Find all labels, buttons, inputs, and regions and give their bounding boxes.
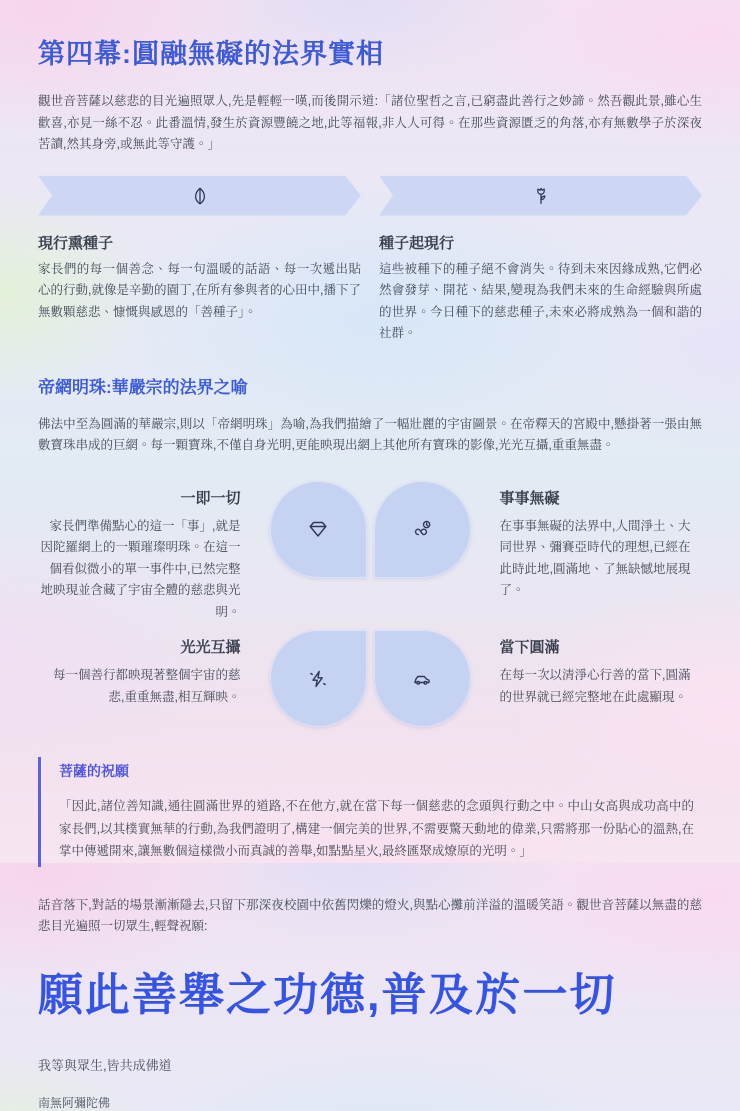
quadrant-label: 光光互攝 <box>180 639 241 656</box>
petal-bottom-right <box>374 630 471 727</box>
quote-heading: 菩薩的祝願 <box>59 763 129 779</box>
petal-bottom-left <box>270 630 367 727</box>
flow-step-present-seeds <box>38 176 361 345</box>
lightning-icon <box>306 667 330 691</box>
homage-line: 南無阿彌陀佛 <box>38 1095 111 1110</box>
intro-paragraph: 觀世音菩薩以慈悲的目光遍照眾人,先是輕輕一嘆,而後開示道:「諸位聖哲之言,已窮盡此善行之妙諦。然吾觀此景,雖心生歡喜,亦見一絲不忍。此番溫情,發生於資源豐饒之地,此等福報,非人人可得。在那些資源匱乏的角落,亦有無數學子於深夜苦讀,然其身旁,或無此等守護。」 <box>38 94 702 151</box>
quadrant-text: 每一個善行都映現著整個宇宙的慈悲,重重無盡,相互輝映。 <box>52 668 241 704</box>
indra-net-heading: 帝網明珠:華嚴宗的法界之喻 <box>38 377 248 397</box>
quadrant-present-perfection <box>478 630 703 727</box>
closing-narration: 話音落下,對話的場景漸漸隱去,只留下那深夜校園中依舊閃爍的燈火,與點心攤前洋溢的溫暖笑語。觀世音菩薩以無盡的慈悲目光遍照一切眾生,輕聲祝願: <box>38 897 702 933</box>
quadrant-label: 事事無礙 <box>499 489 560 507</box>
car-icon <box>410 667 434 691</box>
quadrant-text: 在每一次以清淨心行善的當下,圓滿的世界就已經完整地在此處顯現。 <box>499 668 691 704</box>
vow-line: 我等與眾生,皆共成佛道 <box>38 1057 172 1073</box>
flow-step-label: 種子起現行 <box>379 234 455 252</box>
quote-text: 「因此,諸位善知識,通往圓滿世界的道路,不在他方,就在當下每一個慈悲的念頭與行動之中。中山女高與成功高中的家長們,以其樸實無華的行動,為我們證明了,構建一個完美的世界,不需要驚天動地的偉業,只需將那一份貼心的溫熱,在掌中傳遞開來,讓無數個這樣微小而真誠的善舉,如點點星火,最終匯聚成燎原的光明。」 <box>59 799 694 858</box>
quadrant-one-is-all <box>38 481 263 624</box>
flow-arrow-banner <box>379 176 702 216</box>
flow-step-text: 這些被種下的種子絕不會消失。待到未來因緣成熟,它們必然會發芽、開花、結果,變現為我們未來的生命經驗與所處的世界。今日種下的慈悲種子,未來必將成熟為一個和諧的社群。 <box>379 261 702 340</box>
flow-step-seeds-manifest <box>379 176 702 345</box>
flow-step-text: 家長們的每一個善念、每一句溫暖的話語、每一次遞出貼心的行動,就像是辛勤的園丁,在所有參與者的心田中,播下了無數顆慈悲、慷慨與感恩的「善種子」。 <box>38 261 361 319</box>
flower-icon <box>530 185 552 207</box>
seed-flow-section <box>38 176 702 345</box>
infinity-clock-icon <box>410 517 434 541</box>
seed-icon <box>189 185 211 207</box>
dedication-heading: 願此善舉之功德,普及於一切 <box>38 968 617 1020</box>
quadrant-text: 家長們準備點心的這一「事」,就是因陀羅網上的一顆璀璨明珠。在這一個看似微小的單一事件中,已然完整地映現並含藏了宇宙全體的慈悲與光明。 <box>40 518 241 619</box>
flow-arrow-banner <box>38 176 361 216</box>
petal-top-left <box>270 481 367 578</box>
quadrant-label: 一即一切 <box>180 489 241 507</box>
quadrant-no-obstruction <box>478 481 703 624</box>
four-dharma-realm-diagram <box>38 481 702 728</box>
quadrant-text: 在事事無礙的法界中,人間淨土、大同世界、彌賽亞時代的理想,已經在此時此地,圓滿地、了無缺憾地展現了。 <box>499 518 691 597</box>
petal-top-right <box>374 481 471 578</box>
gem-icon <box>306 517 330 541</box>
flow-step-label: 現行熏種子 <box>38 234 114 252</box>
quadrant-mutual-reflection <box>38 630 263 727</box>
quadrant-label: 當下圓滿 <box>499 639 560 656</box>
indra-net-paragraph: 佛法中至為圓滿的華嚴宗,則以「帝網明珠」為喻,為我們描繪了一幅壯麗的宇宙圖景。在帝釋天的宮殿中,懸掛著一張由無數寶珠串成的巨網。每一顆寶珠,不僅自身光明,更能映現出網上其他所有寶珠的影像,光光互攝,重重無盡。 <box>38 416 702 452</box>
bodhisattva-blessing-quote <box>38 757 702 867</box>
page-title: 第四幕:圓融無礙的法界實相 <box>38 39 384 69</box>
